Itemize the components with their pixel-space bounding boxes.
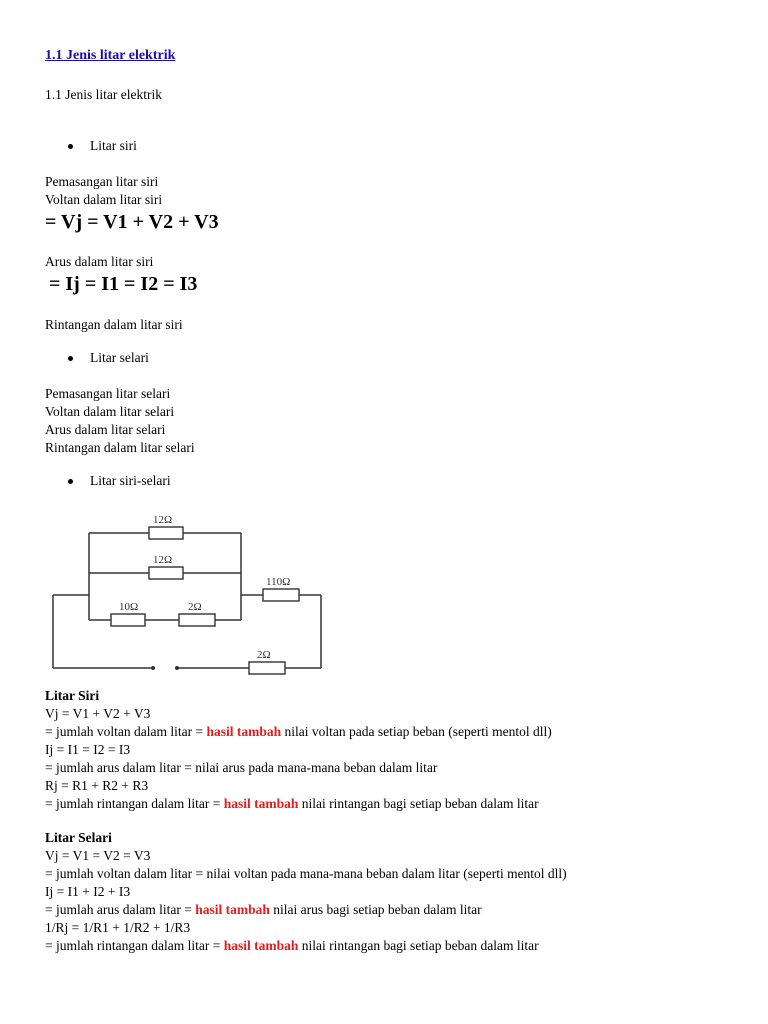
resistor-lower-left <box>111 614 145 626</box>
highlight-text: hasil tambah <box>223 796 299 811</box>
highlight-text: hasil tambah <box>206 724 282 739</box>
circuit-diagram <box>45 505 330 685</box>
summary-siri-line: Rj = R1 + R2 + R3 <box>45 778 149 793</box>
switch-contact-left <box>151 666 155 670</box>
voltan-siri: Voltan dalam litar siri <box>45 192 163 207</box>
text-part: nilai voltan pada setiap beban (seperti mentol dll) <box>281 724 552 739</box>
label-r-lower-left: 10Ω <box>119 601 139 613</box>
summary-selari-line: Ij = I1 + I2 + I3 <box>45 884 131 899</box>
pemasangan-siri: Pemasangan litar siri <box>45 174 159 189</box>
summary-selari-line: 1/Rj = 1/R1 + 1/R2 + 1/R3 <box>45 920 191 935</box>
selari-section <box>45 385 195 457</box>
text-part: = jumlah voltan dalam litar = <box>45 724 207 739</box>
summary-selari-line <box>45 937 567 955</box>
bullet-label: Litar siri <box>90 138 137 153</box>
text-part: nilai rintangan bagi setiap beban dalam litar <box>298 796 539 811</box>
siri-section <box>45 173 162 209</box>
summary-siri-line <box>45 795 552 813</box>
label-r-middle: 12Ω <box>153 554 173 566</box>
arus-selari: Arus dalam litar selari <box>45 422 166 437</box>
text-part: = jumlah rintangan dalam litar = <box>45 938 224 953</box>
bullet-litar-siri <box>68 137 137 155</box>
voltan-selari: Voltan dalam litar selari <box>45 404 175 419</box>
bullet-dot <box>68 356 73 361</box>
summary-siri-line: Ij = I1 = I2 = I3 <box>45 742 131 757</box>
summary-selari-heading: Litar Selari <box>45 830 112 845</box>
bullet-litar-siri-selari <box>68 472 171 490</box>
resistor-lower-right <box>179 614 215 626</box>
summary-siri-line: Vj = V1 + V2 + V3 <box>45 706 151 721</box>
bullet-label: Litar siri-selari <box>90 473 171 488</box>
rintangan-siri: Rintangan dalam litar siri <box>45 317 183 332</box>
label-r-lower-right: 2Ω <box>188 601 202 613</box>
summary-siri-line: = jumlah arus dalam litar = nilai arus pada mana-mana beban dalam litar <box>45 760 438 775</box>
text-part: nilai rintangan bagi setiap beban dalam litar <box>298 938 539 953</box>
pemasangan-selari: Pemasangan litar selari <box>45 386 171 401</box>
bullet-litar-selari <box>68 349 149 367</box>
summary-siri <box>45 687 552 813</box>
resistor-bottom <box>249 662 285 674</box>
switch-contact-right <box>175 666 179 670</box>
arus-siri-equation: = Ij = I1 = I2 = I3 <box>49 273 198 295</box>
heading-link[interactable]: 1.1 Jenis litar elektrik <box>45 48 176 63</box>
bullet-label: Litar selari <box>90 350 149 365</box>
label-r-bottom: 2Ω <box>257 649 271 661</box>
summary-siri-line <box>45 723 552 741</box>
summary-siri-heading: Litar Siri <box>45 688 100 703</box>
summary-selari <box>45 829 567 955</box>
resistor-top <box>149 527 183 539</box>
voltan-siri-equation: = Vj = V1 + V2 + V3 <box>45 211 219 233</box>
summary-selari-line: = jumlah voltan dalam litar = nilai voltan pada mana-mana beban dalam litar (seperti mentol dll) <box>45 866 567 881</box>
text-part: = jumlah arus dalam litar = <box>45 902 196 917</box>
resistor-right <box>263 589 299 601</box>
highlight-text: hasil tambah <box>223 938 299 953</box>
highlight-text: hasil tambah <box>195 902 270 917</box>
bullet-dot <box>68 144 73 149</box>
rintangan-selari: Rintangan dalam litar selari <box>45 440 195 455</box>
label-r-top: 12Ω <box>153 514 173 526</box>
label-r-right: 110Ω <box>266 576 291 588</box>
text-part: = jumlah rintangan dalam litar = <box>45 796 224 811</box>
summary-selari-line <box>45 901 567 919</box>
resistor-middle <box>149 567 183 579</box>
text-part: nilai arus bagi setiap beban dalam litar <box>269 902 482 917</box>
summary-selari-line: Vj = V1 = V2 = V3 <box>45 848 151 863</box>
arus-siri: Arus dalam litar siri <box>45 254 154 269</box>
bullet-dot <box>68 479 73 484</box>
heading-text: 1.1 Jenis litar elektrik <box>45 87 162 102</box>
